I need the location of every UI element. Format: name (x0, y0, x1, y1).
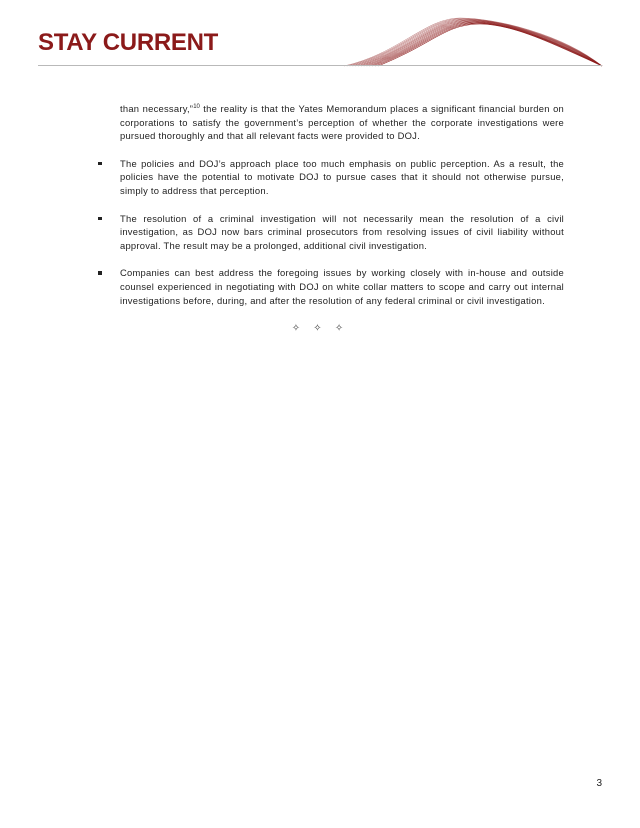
bullet-list (120, 157, 564, 307)
bullet-item (120, 212, 564, 253)
header-wave-line (361, 21, 602, 66)
page-number: 3 (596, 778, 602, 789)
continued-paragraph (120, 102, 564, 143)
footnote-marker: 10 (193, 104, 200, 110)
paragraph-text-start: than necessary,” (120, 103, 194, 114)
bullet-square-icon (98, 162, 102, 166)
bullet-text: The policies and DOJ’s approach place too much emphasis on public perception. As a result, the policies have the potential to motivate DOJ to pursue cases that it should not otherwise pursue, simply to address that perception. (120, 157, 564, 196)
bullet-square-icon (98, 271, 102, 275)
header-wave-line (358, 21, 602, 67)
header-wave-graphic (340, 14, 605, 68)
header-wave-line (364, 22, 602, 67)
bullet-text: The resolution of a criminal investigation will not necessarily mean the resolution of a civil investigation, as DOJ now bars criminal prosecutors from resolving issues of civil liability without approval. The result may be a prolonged, additional civil investigation. (120, 212, 564, 251)
body-content (120, 102, 564, 307)
header-rule (38, 65, 602, 66)
paragraph-text-end: the reality is that the Yates Memorandum places a significant financial burden on corporations to satisfy the government’s perception of whether the corporate investigations were pursued thoroughly and that all relevant facts were provided to DOJ. (120, 103, 565, 142)
section-divider-ornament: ✧ ✧ ✧ (291, 323, 349, 334)
header-title: STAY CURRENT (38, 29, 218, 56)
header-wave-line (355, 20, 602, 66)
bullet-item (120, 266, 564, 307)
bullet-text: Companies can best address the foregoing issues by working closely with in-house and outside counsel experienced in negotiating with DOJ on white collar matters to scope and carry out internal investigations before, during, and after the resolution of any federal criminal or civil investigation. (120, 267, 564, 306)
bullet-square-icon (98, 217, 102, 221)
bullet-item (120, 157, 564, 198)
